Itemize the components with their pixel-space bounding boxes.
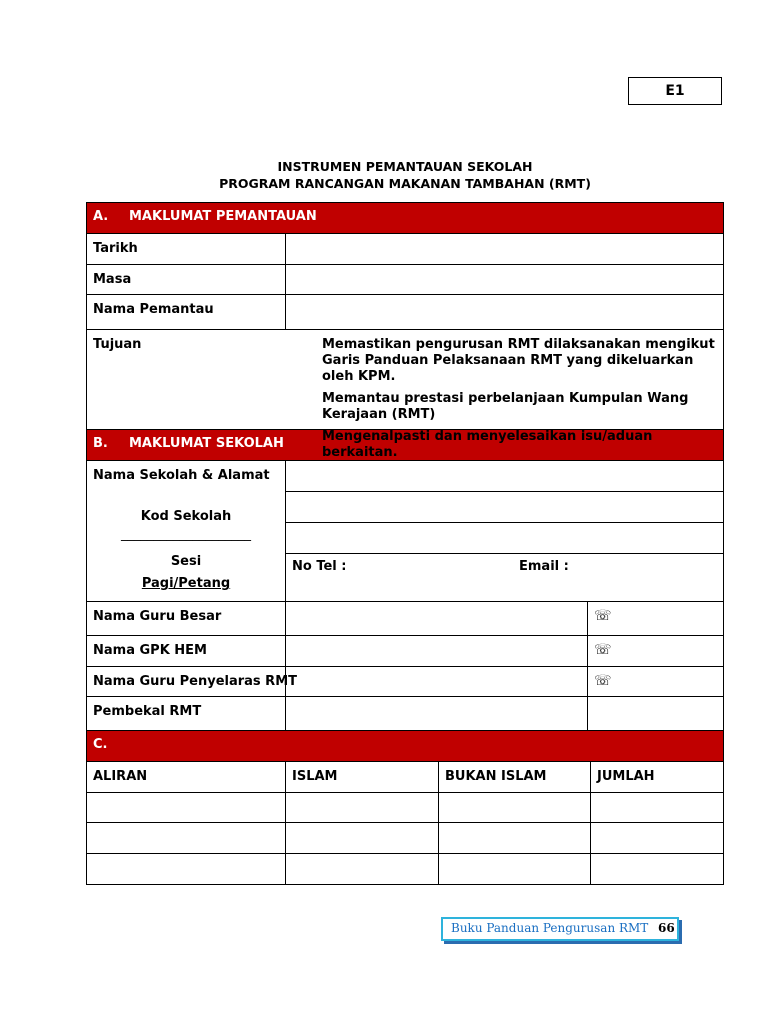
label-pagi-petang: Pagi/Petang <box>141 576 231 591</box>
section-a-header <box>87 202 723 233</box>
phone-icon: ☏ <box>594 608 612 624</box>
tujuan-list <box>322 337 717 467</box>
label-masa: Masa <box>93 272 132 287</box>
label-penyelaras: Nama Guru Penyelaras RMT <box>93 674 297 689</box>
tujuan-item: Mengenalpasti dan menyelesaikan isu/aduan berkaitan. <box>322 429 653 460</box>
tujuan-item: Memantau prestasi perbelanjaan Kumpulan Wang Kerajaan (RMT) <box>322 391 689 422</box>
label-kod-sekolah: Kod Sekolah <box>140 509 232 524</box>
row-nama-pemantau <box>87 294 723 329</box>
label-pembekal: Pembekal RMT <box>93 704 202 719</box>
col-bukan-islam: BUKAN ISLAM <box>445 769 547 784</box>
tujuan-item: Memastikan pengurusan RMT dilaksanakan mengikut Garis Panduan Pelaksanaan RMT yang dikeluarkan oleh KPM. <box>322 337 715 384</box>
document-title <box>86 158 724 192</box>
row-guru-besar <box>87 601 723 635</box>
row-tarikh <box>87 233 723 264</box>
title-line-1: INSTRUMEN PEMANTAUAN SEKOLAH <box>277 159 533 174</box>
row-masa <box>87 264 723 294</box>
table-row <box>87 853 723 884</box>
row-pembekal <box>87 696 723 730</box>
label-tujuan: Tujuan <box>93 337 142 352</box>
monitoring-form <box>86 202 724 885</box>
row-nama-sekolah <box>87 460 723 601</box>
col-jumlah: JUMLAH <box>597 769 655 784</box>
col-aliran: ALIRAN <box>93 769 148 784</box>
label-sesi: Sesi <box>170 554 202 569</box>
label-nama-sekolah: Nama Sekolah & Alamat <box>93 468 270 483</box>
page-number: 66 <box>658 921 675 935</box>
title-line-2: PROGRAM RANCANGAN MAKANAN TAMBAHAN (RMT) <box>219 176 591 191</box>
kod-underline: ____________________ <box>121 527 251 542</box>
footer-badge <box>441 917 685 945</box>
label-guru-besar: Nama Guru Besar <box>93 609 222 624</box>
label-nama-pemantau: Nama Pemantau <box>93 302 214 317</box>
table-header-row <box>87 761 723 792</box>
label-tarikh: Tarikh <box>93 241 138 256</box>
row-penyelaras <box>87 666 723 696</box>
table-row <box>87 792 723 822</box>
label-gpk-hem: Nama GPK HEM <box>93 643 207 658</box>
section-c-header <box>87 730 723 761</box>
section-a-letter: A. <box>93 209 109 224</box>
col-islam: ISLAM <box>292 769 338 784</box>
phone-icon: ☏ <box>594 642 612 658</box>
section-a-title: MAKLUMAT PEMANTAUAN <box>129 209 317 224</box>
footer-text: Buku Panduan Pengurusan RMT <box>451 921 649 935</box>
section-b-title: MAKLUMAT SEKOLAH <box>129 436 284 451</box>
phone-icon: ☏ <box>594 673 612 689</box>
table-row <box>87 822 723 853</box>
form-code-box <box>628 77 722 105</box>
section-b-letter: B. <box>93 436 108 451</box>
label-email: Email : <box>519 559 569 574</box>
form-code: E1 <box>665 83 685 99</box>
section-c-letter: C. <box>93 737 108 752</box>
row-gpk-hem <box>87 635 723 666</box>
label-no-tel: No Tel : <box>292 559 347 574</box>
